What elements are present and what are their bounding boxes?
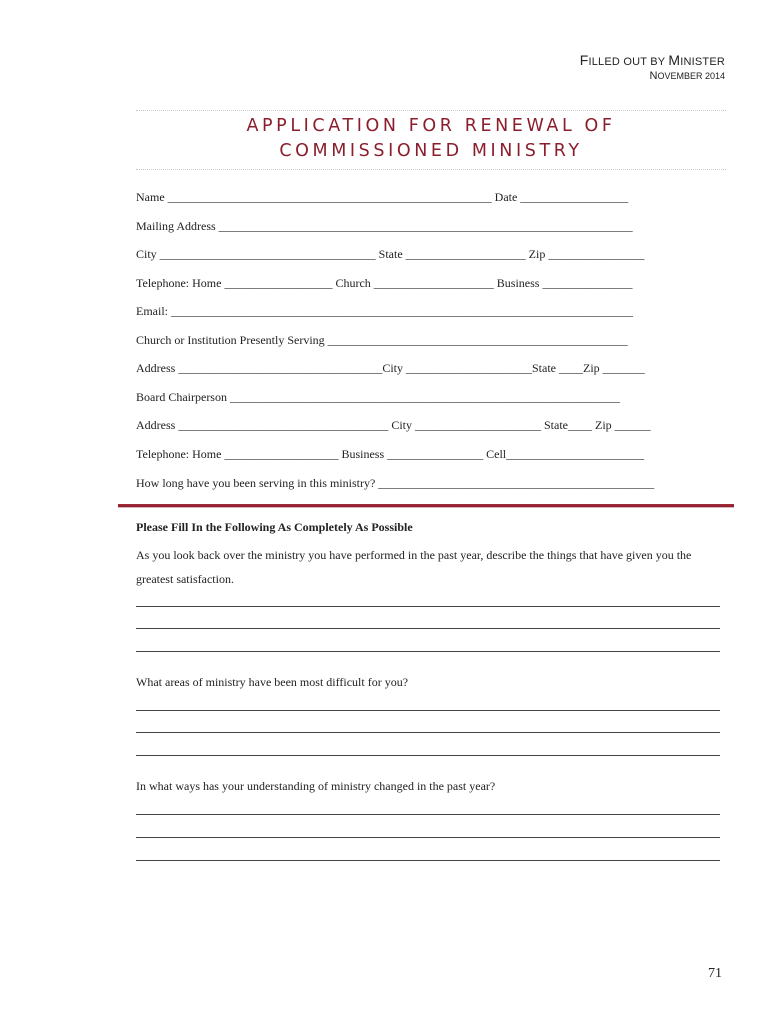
answer-line[interactable] [136,628,720,629]
church-address-field[interactable]: Address __________________________________City _____________________State ____Zip _______ [136,361,645,375]
header-filled-out-by: FILLED OUT BY MINISTER [579,52,725,68]
answer-line[interactable] [136,606,720,607]
answer-line[interactable] [136,710,720,711]
chairperson-address-field[interactable]: Address ___________________________________ City _____________________ State____ Zip ______ [136,418,651,432]
question-difficult-areas: What areas of ministry have been most difficult for you? [136,675,409,689]
answer-line[interactable] [136,837,720,838]
board-chairperson-field[interactable]: Board Chairperson _________________________________________________________________ [136,390,620,404]
name-date-field[interactable]: Name ______________________________________________________ Date __________________ [136,190,629,204]
question-understanding-changed: In what ways has your understanding of ministry changed in the past year? [136,779,496,793]
title-top-rule [136,110,726,111]
city-state-zip-field[interactable]: City ____________________________________ State ____________________ Zip ________________ [136,247,645,261]
section-divider [118,504,734,508]
form-title-line2: COMMISSIONED MINISTRY [279,141,583,161]
form-title-line1: APPLICATION FOR RENEWAL OF [246,116,616,136]
question-satisfaction: As you look back over the ministry you have performed in the past year, describe the things that have given you the greatest satisfaction. [136,548,692,586]
section-heading: Please Fill In the Following As Completely As Possible [136,520,413,534]
email-field[interactable]: Email: _____________________________________________________________________________ [136,304,633,318]
title-bottom-rule [136,169,726,170]
church-institution-field[interactable]: Church or Institution Presently Serving __________________________________________________ [136,333,628,347]
answer-line[interactable] [136,732,720,733]
answer-line[interactable] [136,755,720,756]
answer-line[interactable] [136,651,720,652]
answer-line[interactable] [136,860,720,861]
answer-line[interactable] [136,814,720,815]
form-title [136,114,726,164]
chairperson-telephone-field[interactable]: Telephone: Home ___________________ Business ________________ Cell_______________________ [136,447,645,461]
page-number: 71 [708,966,722,981]
telephone-field[interactable]: Telephone: Home __________________ Church ____________________ Business _______________ [136,276,633,290]
years-serving-field[interactable]: How long have you been serving in this ministry? ______________________________________________ [136,476,655,490]
mailing-address-field[interactable]: Mailing Address _____________________________________________________________________ [136,219,633,233]
header-date: NOVEMBER 2014 [649,70,725,82]
